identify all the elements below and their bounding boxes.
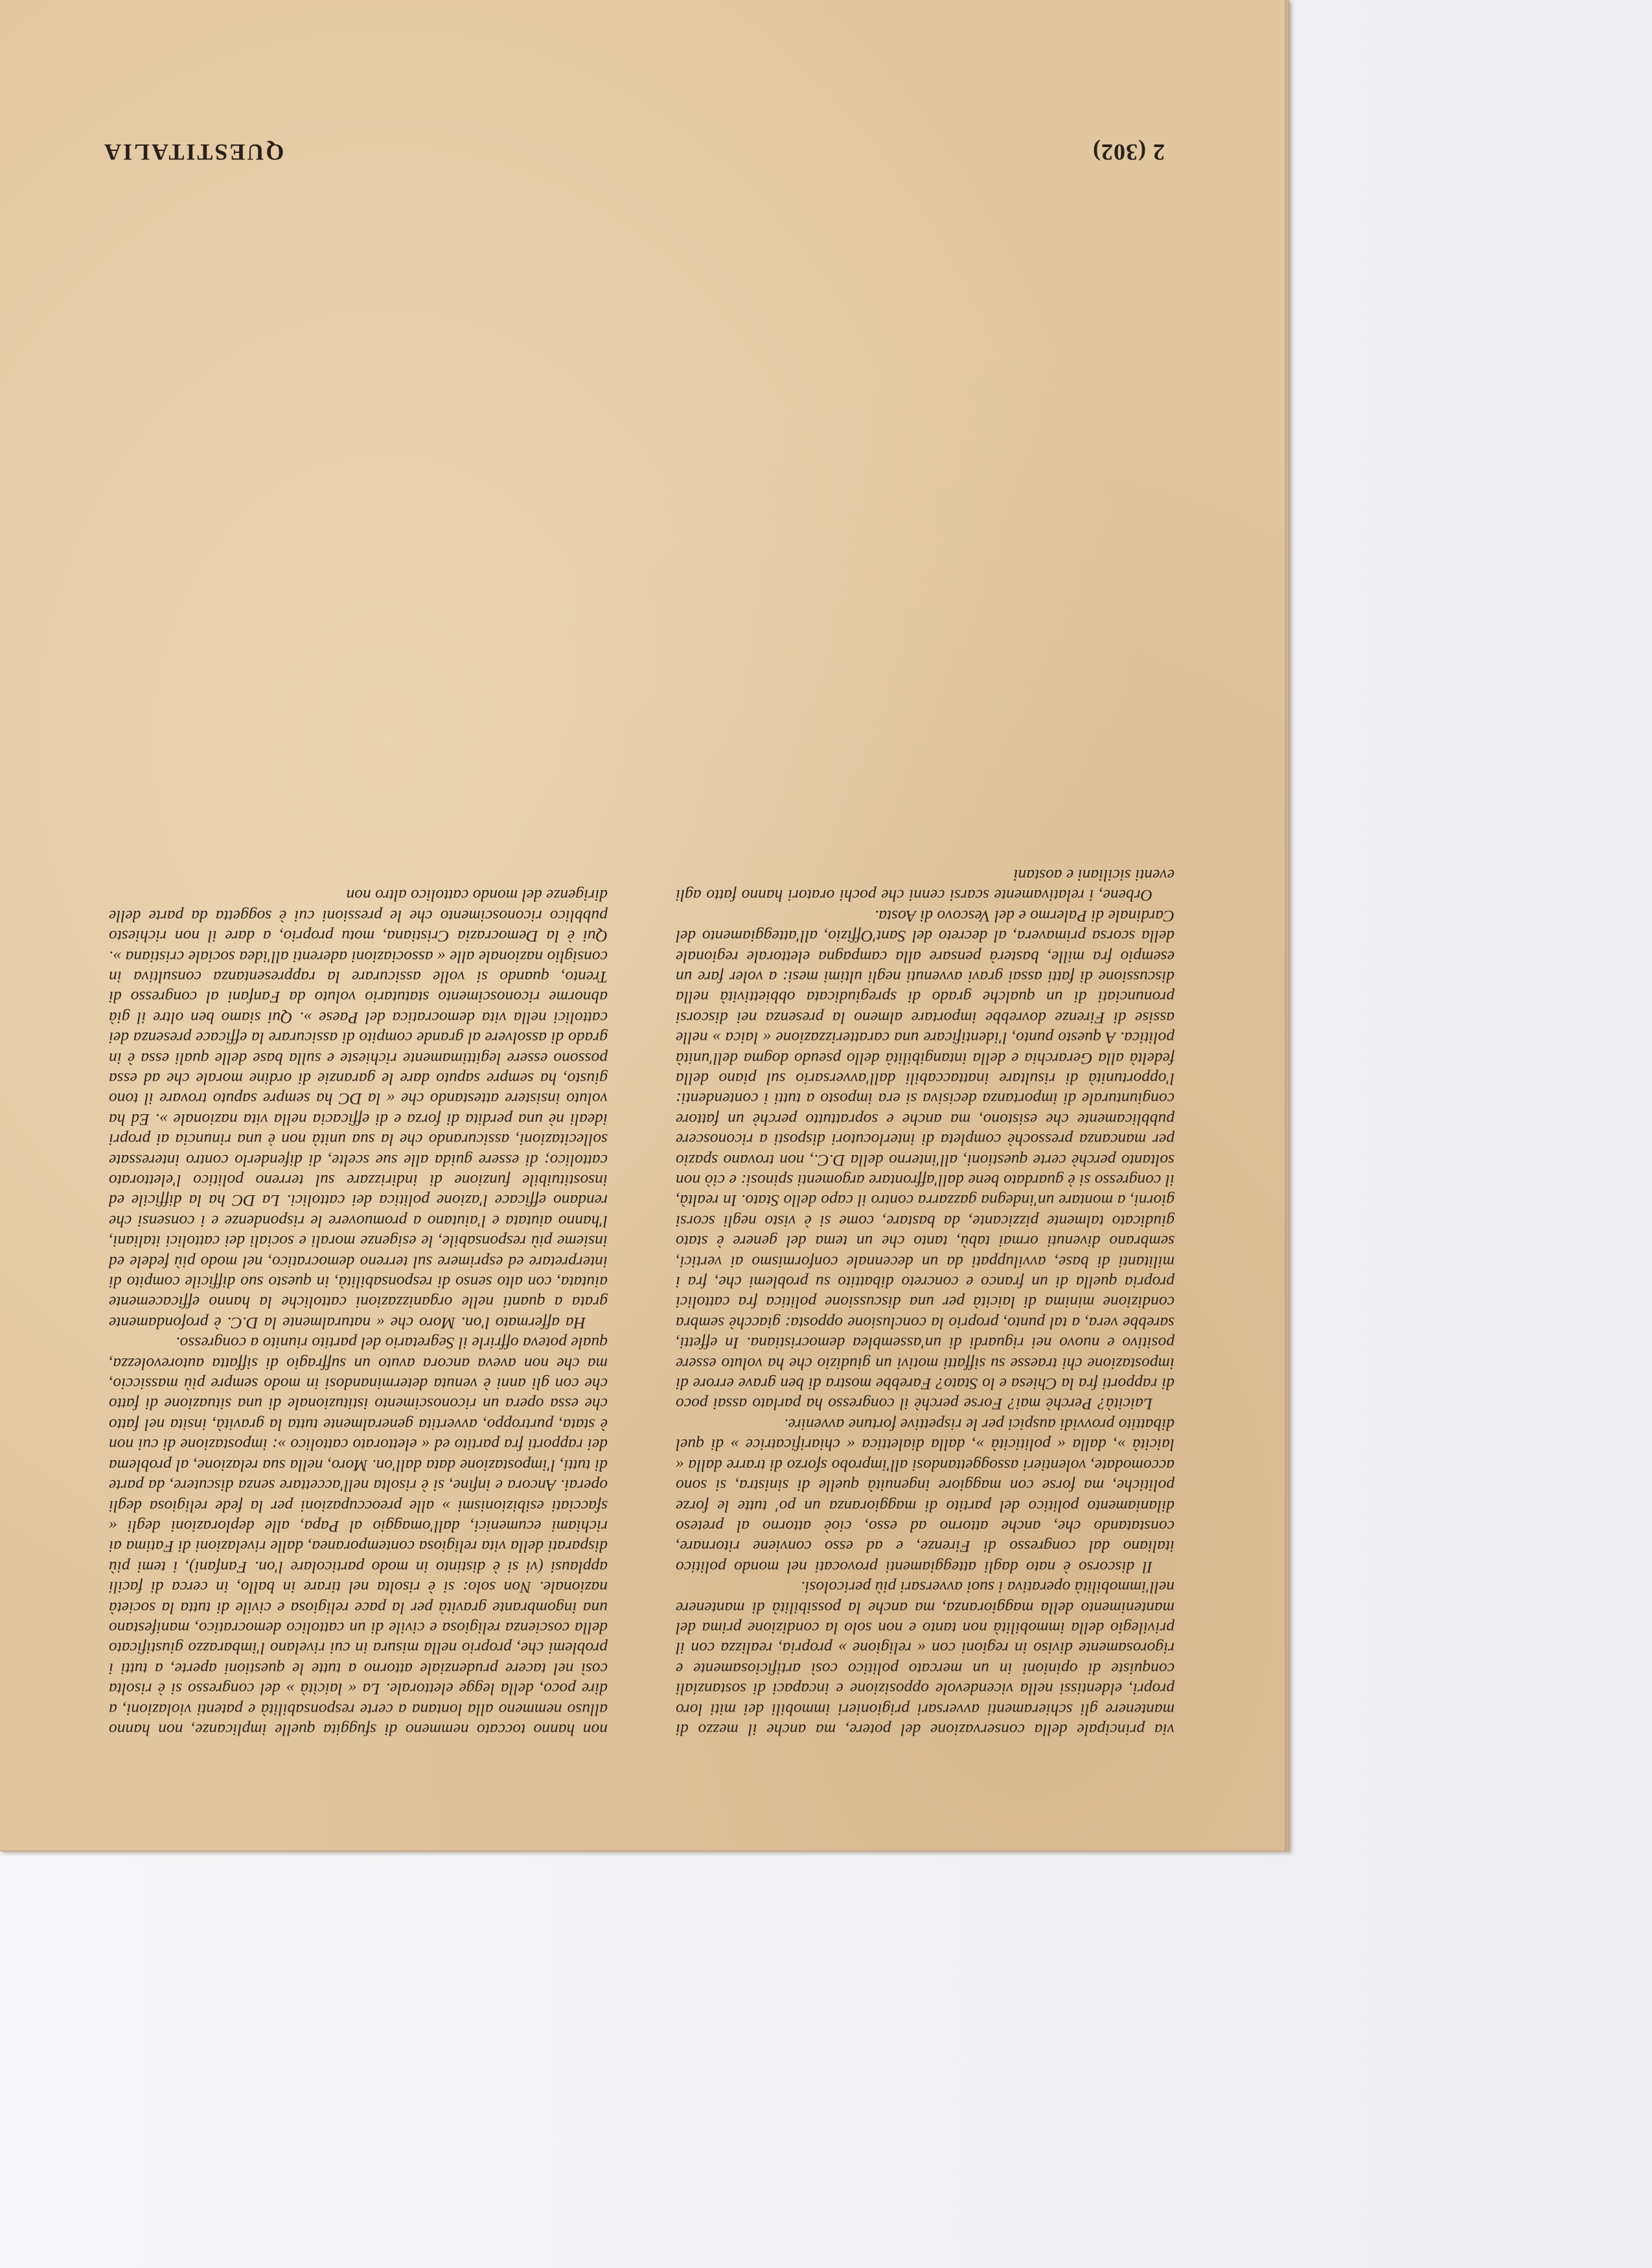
paragraph: Il discorso è nato dagli atteggiamenti provocati nel mondo politico italiano dal congresso di Firenze, e ad esso conviene ritornare, constatando che, anche attorno ad esso, cioè attorno al preteso dilaniamento politico del partito di maggioranza un po' tutte le forze politiche, ma forse con maggiore ingenuità quelle di sinistra, si sono accomodate, volentieri assoggettandosi all'improbo sforzo di trarre dalla « laicità », dalla « politicità », dalla dialettica « chiarificatrice » di quel dibattito provvidi auspici per le rispettive fortune avvenire. [676, 1415, 1175, 1577]
running-head [102, 127, 1165, 166]
text-column-left [676, 185, 1175, 1740]
paragraph: Laicità? Perchè mai? Forse perchè il congresso ha parlato assai poco di rapporti fra la Chiesa e lo Stato? Farebbe mostra di ben grave errore di impostazione chi traesse su siffatti motivi un giudizio che ha voluto essere positivo e nuovo nei riguardi di un'assemblea democristiana. In effetti, sarebbe vera, a tal punto, proprio la conclusione opposta: giacchè sembra condizione minima di laicità per una discussione politica fra cattolici propria quella di un franco e concreto dibattito su problemi che, fra i militanti di base, avviluppati da un decennale conformismo ai vertici, sembrano divenuti ormai tabù, tanto che un tema del genere è stato giudicato talmente pizzicante, da bastare, come si è visto negli scorsi giorni, a montare un'indegna gazzarra contro il capo dello Stato. In realtà, il congresso si è guardato bene dall'affrontare argomenti spinosi: e ciò non soltanto perchè certe questioni, all'interno della D.C., non trovano spazio per mancanza pressochè completa di interlocutori disposti a riconoscere pubblicamente che esistono, ma anche e soprattutto perchè un fattore congiunturale di importanza decisiva si era imposto a tutti i contendenti: l'opportunità di risultare inattaccabili dall'avversario sul piano della fedeltà alla Gerarchia e della intangibilità dello pseudo dogma dell'unità politica. A questo punto, l'identificare una caratterizzazione « laica » nelle assise di Firenze dovrebbe importare almeno la presenza nei discorsi pronunciati di un qualche grado di spregiudicata obbiettività nella discussione di fatti assai gravi avvenuti negli ultimi mesi: a voler fare un esempio fra mille, basterà pensare alla campagna elettorale regionale della scorsa primavera, al decreto del Sant'Offizio, all'atteggiamento del Cardinale di Palermo e del Vescovo di Aosta. [676, 906, 1175, 1414]
text-column-right [109, 185, 608, 1740]
paragraph: via principale della conservazione del potere, ma anche il mezzo di mantenere gli schieramenti avversari prigionieri immobili dei miti loro propri, eldentissi nella vicendevole opposizione e incapaci di sostanziali conquiste di opinioni in un mercato politico così artificiosamente e rigorosamente diviso in regioni con « religione » propria, realizza con il privilegio della immobilità non tanto e non solo la condizione prima del mantenimento della maggioranza, ma anche la possibilità di mantenere nell'immobilità operativa i suoi avversari più pericolosi. [676, 1578, 1175, 1739]
paragraph: Ha affermato l'on. Moro che « naturalmente la D.C. è profondamente grata a quanti nelle organizzazioni cattoliche la hanno efficacemente aiutata, con alto senso di responsabilità, in questo suo difficile compito di interpretare ed esprimere sul terreno democratico, nel modo più fedele ed insieme più responsabile, le esigenze morali e sociali dei cattolici italiani, l'hanno aiutata e l'aiutano a promuovere le rispondenze e i consensi che rendano efficace l'azione politica dei cattolici. La DC ha la difficile ed insostituibile funzione di indirizzare sul terreno politico l'elettorato cattolico; di essere guida alle sue scelte, di difenderlo contro interessate sollecitazioni, assicurando che la sua unità non è una rinuncia ai propri ideali nè una perdita di forza e di efficacia nella vita nazionale ». Ed ha voluto insistere attestando che « la DC ha sempre saputo trovare il tono giusto, ha sempre saputo dare le garanzie di ordine morale che ad essa possono essere legittimamente richieste e sulla base delle quali essa è in grado di assolvere al grande compito di assicurare la efficace presenza dei cattolici nella vita democratica del Paese ». Qui siamo ben oltre il già abnorme riconoscimento statutario voluto da Fanfani al congresso di Trento, quando si volle assicurare la rappresentanza consultiva in consiglio nazionale alle « associazioni aderenti all'idea sociale cristiana ». Qui è la Democrazia Cristiana, motu proprio, a dare il non richiesto pubblico riconoscimento che le pressioni cui è soggetta da parte delle dirigenze del mondo cattolico altro non [109, 886, 608, 1333]
journal-title: QUESTITALIA [102, 139, 284, 165]
paragraph: Orbene, i relativamente scarsi cenni che pochi oratori hanno fatto agli eventi siciliani e aostani [676, 865, 1175, 906]
paragraph: non hanno toccato nemmeno di sfuggita quelle implicanze, non hanno alluso nemmeno alla lontana a certe responsabilità e patenti violazioni, a dire poco, della legge elettorale. La « laicità » del congresso si è risolta così nel tacere prudenziale attorno a tutte le questioni aperte, a tutti i problemi che, proprio nella misura in cui rivelano l'imbarazzo giustificato della coscienza religiosa e civile di un cattolico democratico, manifestano una ingombrante gravità per la pace religiosa e civile di tutta la società nazionale. Non solo: si è risolta nel tirare in ballo, in cerca di facili applausi (vi si è distinto in modo particolare l'on. Fanfani), i temi più disparati della vita religiosa contemporanea, dalle rivelazioni di Fatima ai richiami ecumenici, dall'omaggio al Papa, alle deplorazioni degli « sfacciati esibizionismi » alle preoccupazioni per la fede religiosa degli operai. Ancora e infine, si è risolta nell'accettare senza discutere, da parte di tutti, l'impostazione data dall'on. Moro, nella sua relazione, al problema dei rapporti fra partito ed « elettorato cattolico »: impostazione di cui non è stata, purtroppo, avvertita generalmente tutta la gravità, insita nel fatto che essa opera un riconoscimento istituzionale di una situazione di fatto che con gli anni è venuta determinandosi in modo sempre più massiccio, ma che non aveva ancora avuto un suffragio di siffatta autorevolezza, quale poteva offrirle il Segretario del partito riunito a congresso. [109, 1334, 608, 1739]
page-number: 2 (302) [1092, 139, 1165, 165]
